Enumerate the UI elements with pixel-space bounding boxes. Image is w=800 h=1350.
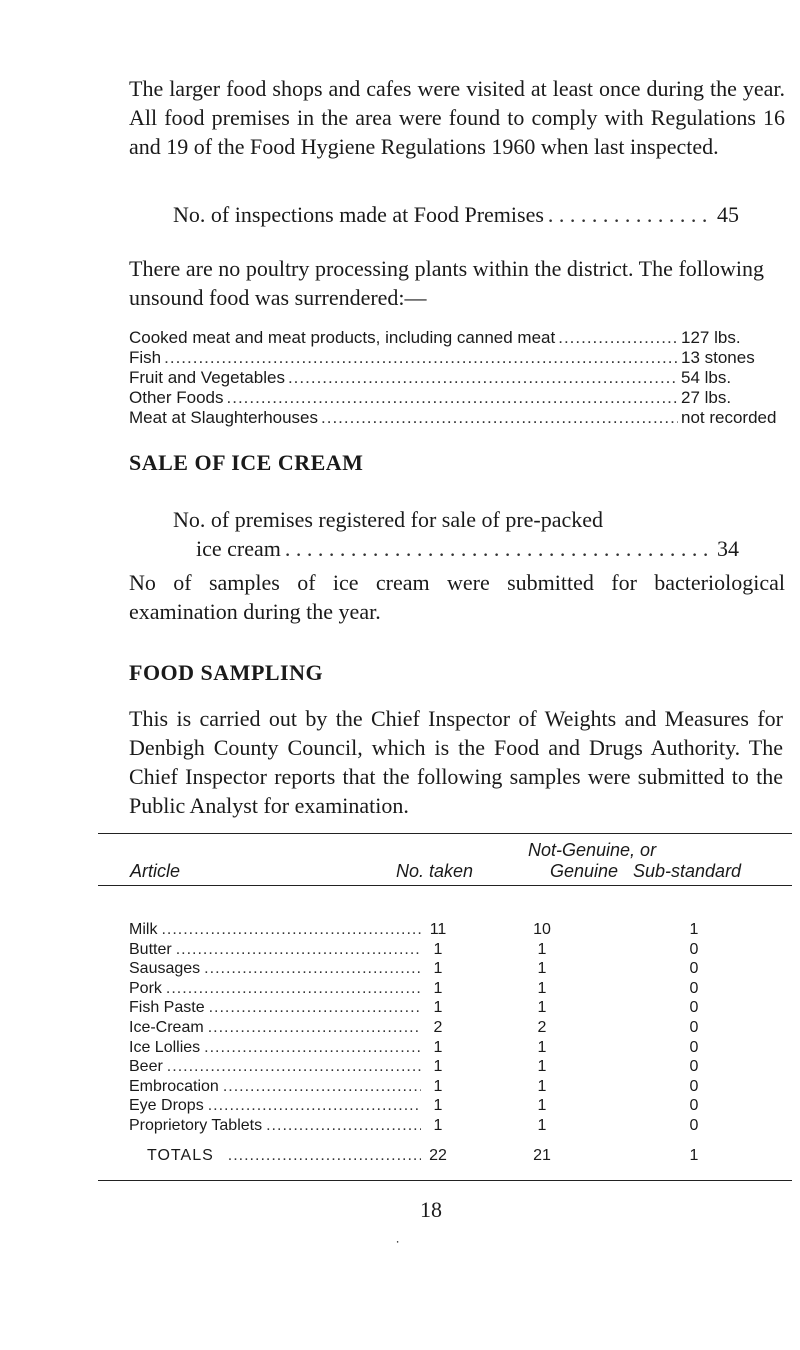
no-taken-cell: 1 [433, 1058, 443, 1076]
header-article: Article [130, 861, 181, 881]
article-name: Butter [129, 940, 172, 958]
total-not-genuine: 1 [689, 1147, 699, 1164]
genuine-cell: 1 [537, 979, 547, 997]
table-row [129, 1116, 769, 1136]
no-taken-cell: 1 [433, 1077, 443, 1095]
article-name: Proprietory Tablets [129, 1116, 263, 1134]
header-genuine: Genuine [550, 861, 619, 881]
genuine-cell: 1 [537, 1097, 547, 1115]
header-no-taken: No. taken [396, 861, 474, 881]
registered-premises-line [196, 534, 739, 563]
food-label: Other Foods [129, 388, 224, 407]
dot-leader [285, 534, 713, 563]
table-top-rule [98, 833, 792, 834]
table-row [129, 1018, 769, 1038]
no-taken-cell: 1 [433, 940, 443, 958]
article-name: Embrocation [129, 1077, 219, 1095]
article-name: Fish Paste [129, 999, 205, 1017]
no-taken-cell: 2 [433, 1018, 443, 1036]
genuine-cell: 2 [537, 1018, 547, 1036]
genuine-cell: 1 [537, 940, 547, 958]
food-sampling-paragraph: This is carried out by the Chief Inspector of Weights and Measures for Denbigh County Council, which is the Food and Drugs Authority. The Chief Inspector reports that the following samples were submitted to the Public Analyst for examination. [129, 706, 783, 818]
list-item [129, 348, 789, 368]
article-name: Ice Lollies [129, 1038, 201, 1056]
not-genuine-cell: 0 [689, 940, 699, 958]
no-taken-cell: 1 [433, 1116, 443, 1134]
genuine-cell: 1 [537, 960, 547, 978]
not-genuine-cell: 0 [689, 999, 699, 1017]
not-genuine-cell: 0 [689, 1097, 699, 1115]
not-genuine-cell: 0 [689, 1116, 699, 1134]
dot-leader [166, 979, 421, 999]
dot-leader [176, 940, 421, 960]
article-name: Beer [129, 1058, 163, 1076]
dot-leader [288, 368, 678, 388]
not-genuine-cell: 0 [689, 979, 699, 997]
dot-leader [266, 1116, 421, 1136]
food-label: Meat at Slaughterhouses [129, 408, 319, 427]
article-name: Ice-Cream [129, 1018, 204, 1036]
no-taken-cell: 1 [433, 1038, 443, 1056]
list-item [129, 328, 789, 348]
not-genuine-cell: 1 [689, 921, 699, 938]
food-quantity: not recorded [681, 408, 777, 427]
dot-leader [167, 1057, 421, 1077]
not-genuine-cell: 0 [689, 1038, 699, 1056]
food-label: Fruit and Vegetables [129, 368, 285, 387]
intro-paragraph: The larger food shops and cafes were visited at least once during the year. All food premises in the area were found to comply with Regulations 16 and 19 of the Food Hygiene Regulations 1960 when last inspected. [129, 76, 785, 159]
no-taken-cell: 1 [433, 999, 443, 1017]
dot-leader [321, 408, 678, 428]
table-row [129, 940, 769, 960]
table-row [129, 920, 769, 940]
article-name: Milk [129, 921, 158, 938]
not-genuine-cell: 0 [689, 1018, 699, 1036]
registered-premises-line1: No. of premises registered for sale of pre-packed [173, 507, 604, 532]
ice-cream-samples-paragraph: No of samples of ice cream were submitted for bacteriological examination during the year. [129, 570, 785, 624]
genuine-cell: 1 [537, 1077, 547, 1095]
dot-leader [208, 1096, 421, 1116]
genuine-cell: 1 [537, 999, 547, 1017]
dot-leader [209, 998, 421, 1018]
article-name: Sausages [129, 960, 201, 978]
table-bottom-rule [98, 1180, 792, 1181]
inspections-value: 45 [717, 202, 739, 227]
food-sampling-heading: FOOD SAMPLING [129, 660, 324, 685]
totals-label: TOTALS [147, 1147, 214, 1164]
genuine-cell: 1 [537, 1058, 547, 1076]
dot-leader [208, 1018, 421, 1038]
table-row [129, 1077, 769, 1097]
inspections-label: No. of inspections made at Food Premises [173, 202, 544, 227]
list-item [129, 388, 789, 408]
not-genuine-cell: 0 [689, 1058, 699, 1076]
ice-cream-heading: SALE OF ICE CREAM [129, 450, 364, 475]
dot-leader [223, 1077, 421, 1097]
dot-leader [228, 1145, 421, 1167]
food-quantity: 13 stones [681, 348, 755, 367]
no-taken-cell: 1 [433, 1097, 443, 1115]
not-genuine-cell: 0 [689, 960, 699, 978]
no-taken-cell: 1 [433, 960, 443, 978]
food-quantity: 27 lbs. [681, 388, 732, 407]
dot-leader [227, 388, 679, 408]
header-not-genuine-line2: Sub-standard [633, 861, 742, 881]
total-no-taken: 22 [429, 1147, 447, 1164]
table-row [129, 1038, 769, 1058]
registered-premises-value: 34 [717, 536, 739, 561]
food-label: Fish [129, 348, 162, 367]
table-row [129, 1057, 769, 1077]
table-row [129, 959, 769, 979]
food-quantity: 54 lbs. [681, 368, 732, 387]
poultry-paragraph: There are no poultry processing plants within the district. The following unsound food was surrendered:— [129, 256, 764, 310]
table-row [129, 979, 769, 999]
totals-row [129, 1145, 769, 1167]
article-name: Pork [129, 979, 162, 997]
genuine-cell: 1 [537, 1038, 547, 1056]
table-row [129, 1096, 769, 1116]
list-item [129, 368, 789, 388]
food-quantity: 127 lbs. [681, 328, 741, 347]
dot-leader [204, 959, 421, 979]
genuine-cell: 10 [533, 921, 551, 938]
registered-premises-label: ice cream [196, 536, 281, 561]
dot-leader [161, 920, 421, 940]
not-genuine-cell: 0 [689, 1077, 699, 1095]
table-header-rule [98, 885, 792, 886]
genuine-cell: 1 [537, 1116, 547, 1134]
header-not-genuine-line1: Not-Genuine, or [528, 840, 657, 860]
inspections-line [173, 200, 739, 229]
no-taken-cell: 11 [429, 921, 447, 938]
no-taken-cell: 1 [433, 979, 443, 997]
food-label: Cooked meat and meat products, including canned meat [129, 328, 556, 347]
table-row [129, 998, 769, 1018]
print-mark-icon: ⸳ [396, 1233, 400, 1247]
dot-leader [558, 328, 678, 348]
unsound-food-list [129, 328, 789, 428]
article-name: Eye Drops [129, 1097, 204, 1115]
page-number: 18 [420, 1197, 442, 1222]
samples-table [129, 920, 769, 1136]
dot-leader [548, 200, 713, 229]
total-genuine: 21 [533, 1147, 551, 1164]
dot-leader [204, 1038, 421, 1058]
list-item [129, 408, 789, 428]
dot-leader [164, 348, 678, 368]
